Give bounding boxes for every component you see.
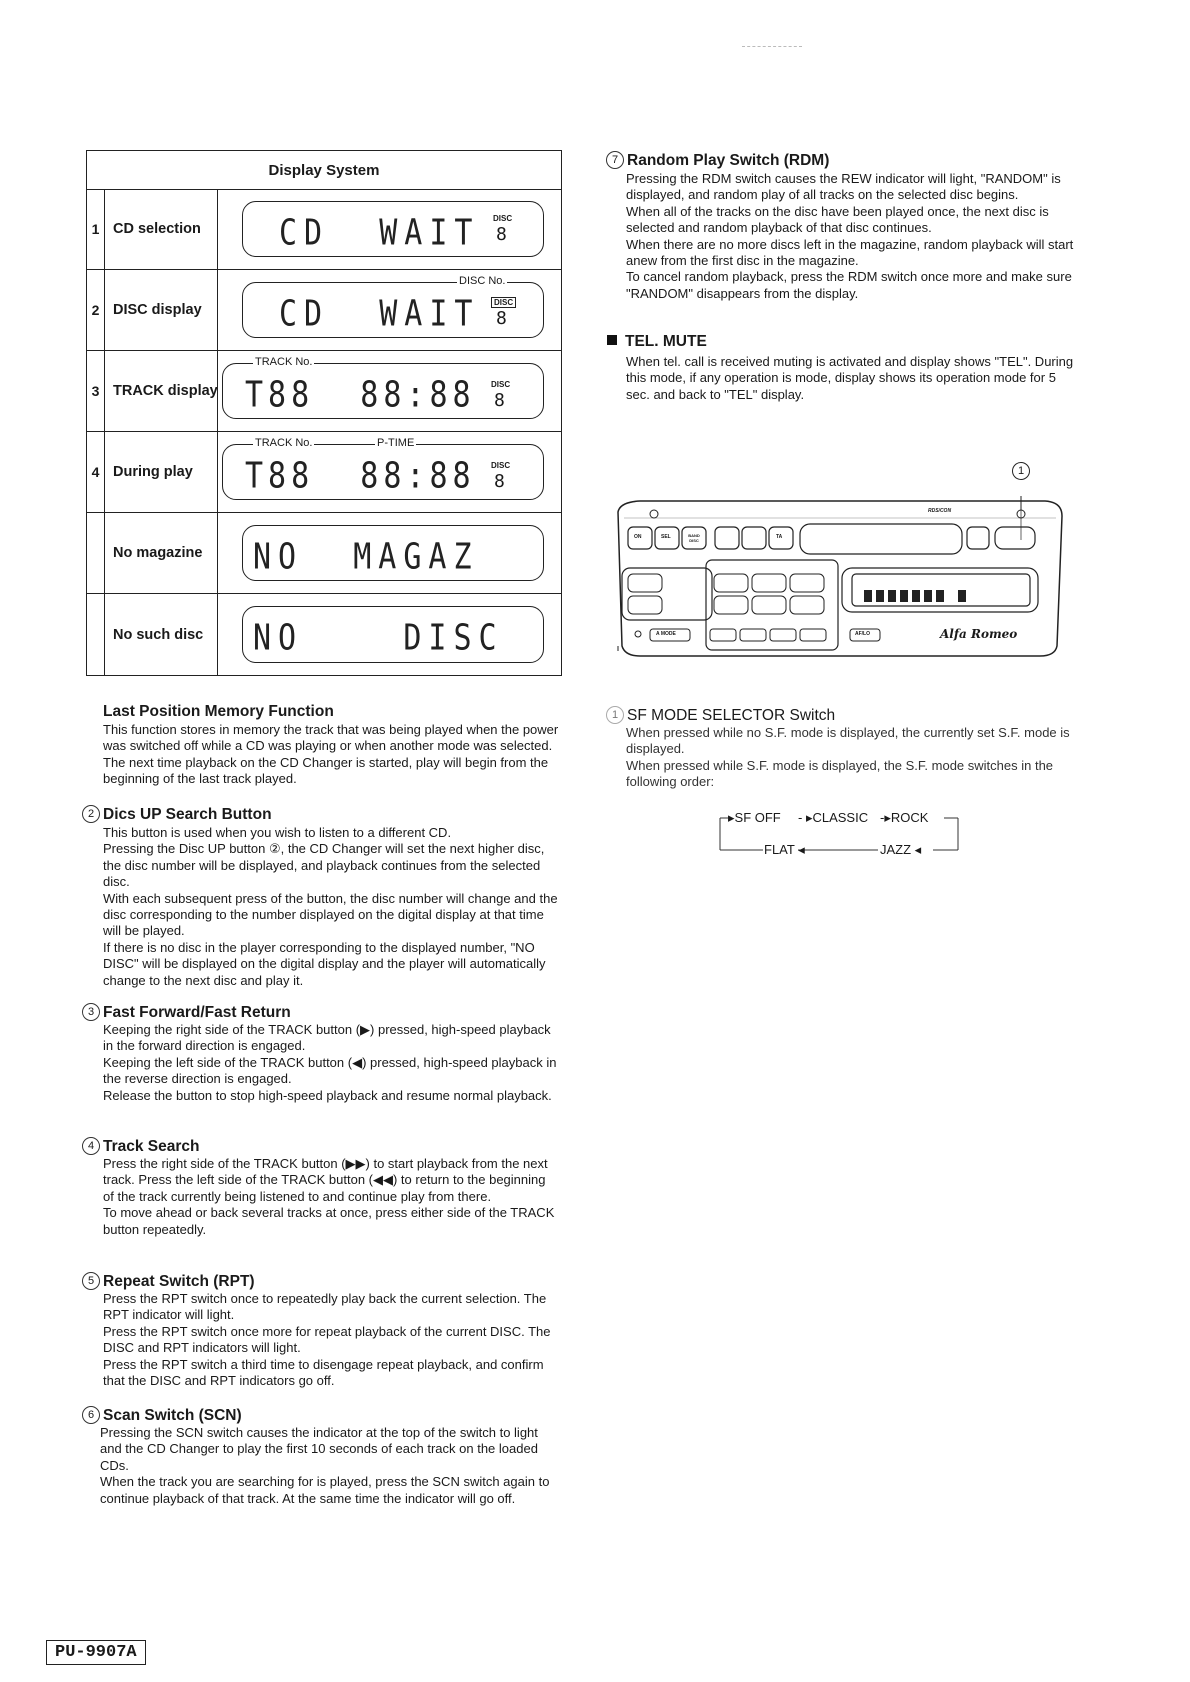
paragraph: To move ahead or back several tracks at once, press either side of the TRACK button repeatedly. [103,1205,555,1237]
row-label: TRACK display [113,383,218,399]
lcd-panel [222,356,544,419]
lcd-text: CD WAIT [279,293,480,335]
row-label: During play [113,464,193,480]
lcd-panel [222,437,544,500]
lcd-text: NO MAGAZ [253,536,479,578]
button-label-band-disc: BAND DISC [688,533,700,543]
lcd-disc-digit: 8 [494,390,505,411]
paragraph: When all of the tracks on the disc have been played once, the next disc is selected and random playback of that disc continues. [626,203,1049,236]
paragraph: Press the RPT switch once to repeatedly play back the current selection. The RPT indicator will light. [103,1291,547,1323]
lcd-text: T88 88:88 [245,455,476,497]
paragraph: Pressing the SCN switch causes the indicator at the top of the switch to light and the CD Changer to play the first 10 seconds of each track on the loaded CDs. [100,1425,538,1473]
paragraph: When tel. call is received muting is activated and display shows "TEL". During this mode, if any operation is mode, display shows its operation mode for 5 sec. and back to "TEL" display. [626,354,1074,402]
row-display [217,432,564,512]
flow-jazz: JAZZ ◂ [880,842,922,857]
paragraph: Keeping the left side of the TRACK button (◀) pressed, high-speed playback in the reverse direction is engaged. [103,1054,557,1087]
row-display [217,189,564,269]
section-title-repeat [82,1272,255,1291]
section-title-tel-mute [607,333,707,351]
paragraph: Pressing the RDM switch causes the REW indicator will light, "RANDOM" is displayed, and random play of all tracks on the selected disc begins. [626,171,1061,203]
lcd-disc-digit: 8 [494,471,505,492]
lcd-panel [242,275,544,338]
flow-label: SF OFF [734,810,781,825]
bullet-square [607,335,617,345]
row-label: No such disc [113,626,204,643]
flow-sf-off: ▸SF OFF [728,810,781,825]
paragraph: Press the RPT switch a third time to disengage repeat playback, and confirm that the DISC and RPT indicators go off. [103,1356,544,1389]
paragraph: Press the RPT switch once more for repeat playback of the current DISC. The DISC and RPT indicators will light. [103,1323,551,1356]
button-label-on: ON [634,534,642,540]
table-row [87,351,561,432]
row-display [217,270,564,350]
unit-front-panel-diagram [610,465,1070,666]
lcd-disc-label: DISC [491,380,511,389]
section-body-sf-mode [626,725,1078,791]
lcd-caption: DISC No. [459,275,506,287]
lcd-panel [242,525,544,581]
circled-number: 5 [82,1272,100,1290]
paragraph: If there is no disc in the player corresponding to the displayed number, "NO DISC" will be displayed on the digital display and the player will automatically change to the next disc and play it. [103,939,546,988]
row-label: No magazine [113,545,203,561]
section-title-text: Track Search [103,1138,200,1155]
row-number: 1 [87,189,105,269]
section-body-scan [100,1425,556,1507]
flow-rock: -▸ROCK [880,810,929,825]
lcd-disc-digit: 8 [496,224,507,245]
lcd-panel [242,606,544,663]
paragraph: Release the button to stop high-speed playback and resume normal playback. [103,1087,552,1103]
table-row [87,432,561,513]
flow-label: FLAT [764,842,795,857]
lcd-text: T88 88:88 [245,374,476,416]
section-title-text: Scan Switch (SCN) [103,1407,242,1424]
section-body-track-search [103,1156,559,1238]
button-label-ta: TA [776,534,783,540]
button-label-rds: RDS/CON [928,508,952,514]
button-label-af: AF/LO [855,631,870,637]
flow-label: ROCK [890,810,929,825]
paragraph: Keeping the right side of the TRACK button (▶) pressed, high-speed playback in the forward direction is engaged. [103,1022,551,1054]
section-title-random [606,151,829,170]
paragraph: When pressed while S.F. mode is displayed, the S.F. mode switches in the following order: [626,757,1054,790]
section-body-repeat [103,1291,559,1389]
circled-number: 2 [82,805,100,823]
row-number: 3 [87,351,105,431]
section-body-random [626,171,1078,302]
lcd-caption: TRACK No. [255,437,313,449]
row-display [217,351,564,431]
paragraph: When the track you are searching for is played, press the SCN switch again to continue playback of that track. At the same time the indicator will go off. [100,1474,550,1506]
paragraph: This button is used when you wish to listen to a different CD. [103,825,452,840]
row-number: 4 [87,432,105,512]
section-title-track-search [82,1137,200,1156]
section-title-text: Fast Forward/Fast Return [103,1004,291,1021]
section-title-text: Repeat Switch (RPT) [103,1273,255,1290]
row-number [87,513,105,593]
paragraph: Press the right side of the TRACK button (▶▶) to start playback from the next track. Press the left side of the TRACK button (◀◀) to return to the beginning of the track currently being listened to and continue play from there. [103,1156,548,1204]
lcd-caption: TRACK No. [255,356,313,368]
button-label-sel: SEL [661,534,671,540]
paragraph: With each subsequent press of the button, the disc number will change and the disc corresponding to the number displayed on the digital display at that time will be played. [103,890,558,939]
lcd-disc-label: DISC [491,297,516,308]
paragraph: To cancel random playback, press the RDM switch once more and make sure "RANDOM" disappears from the display. [626,269,1072,301]
section-body-tel-mute [626,354,1078,403]
scan-marks [742,46,802,48]
callout-number: 1 [1012,462,1030,480]
lcd-disc-digit: 8 [496,308,507,329]
table-row [87,270,561,351]
section-body-disc-up [103,825,559,989]
section-title-text: Dics UP Search Button [103,806,272,823]
section-body-last-position [103,722,559,788]
row-number [87,594,105,675]
table-row [87,189,561,270]
section-title-text: SF MODE SELECTOR Switch [627,707,836,724]
section-title-disc-up [82,805,272,824]
lcd-disc-label: DISC [491,461,511,470]
paragraph: When pressed while no S.F. mode is displayed, the currently set S.F. mode is displayed. [626,725,1070,757]
row-display [217,513,564,593]
paragraph: Pressing the Disc UP button ②, the CD Changer will set the next higher disc, the disc number will be displayed, and playback continues from the selected disc. [103,841,545,890]
display-system-title: Display System [87,151,561,190]
lcd-disc-label: DISC [493,214,513,223]
row-label: CD selection [113,221,201,237]
paragraph: This function stores in memory the track that was being played when the power was switched off while a CD was playing or when another mode was selected. The next time playback on the CD Changer is started, play will begin from the beginning of the last track played. [103,722,559,787]
flow-label: CLASSIC [812,810,869,825]
circled-number: 7 [606,151,624,169]
section-title-last-position [103,703,334,721]
section-body-fast-forward [103,1022,559,1104]
circled-number: 1 [606,706,624,724]
row-label: DISC display [113,302,202,318]
lcd-caption-ptime: P-TIME [377,437,415,449]
lcd-text: CD WAIT [279,212,480,254]
paragraph: When there are no more discs left in the magazine, random playback will start anew from the first disc in the magazine. [626,236,1074,269]
lcd-text: NO DISC [253,617,504,659]
brand-logo: Alfa Romeo [940,627,1018,641]
circled-number: 4 [82,1137,100,1155]
section-title-sf-mode [606,706,835,725]
section-title-text: Last Position Memory Function [103,703,334,720]
sf-mode-flow-diagram [718,808,968,866]
row-number: 2 [87,270,105,350]
section-title-text: Random Play Switch (RDM) [627,152,830,169]
circled-number: 3 [82,1003,100,1021]
circled-number: 6 [82,1406,100,1424]
flow-classic: - ▸CLASSIC [798,810,869,825]
model-number-badge: PU-9907A [46,1640,146,1665]
section-title-scan [82,1406,242,1425]
display-system-table [86,150,562,676]
flow-flat: FLAT ◂ [764,842,805,857]
lcd-panel [242,201,544,257]
section-title-fast-forward [82,1003,291,1022]
flow-label: JAZZ [880,842,912,857]
table-row [87,594,561,675]
table-row [87,513,561,594]
section-title-text: TEL. MUTE [625,333,707,350]
row-display [217,594,564,675]
button-label-a-mode: A MODE [656,631,676,637]
